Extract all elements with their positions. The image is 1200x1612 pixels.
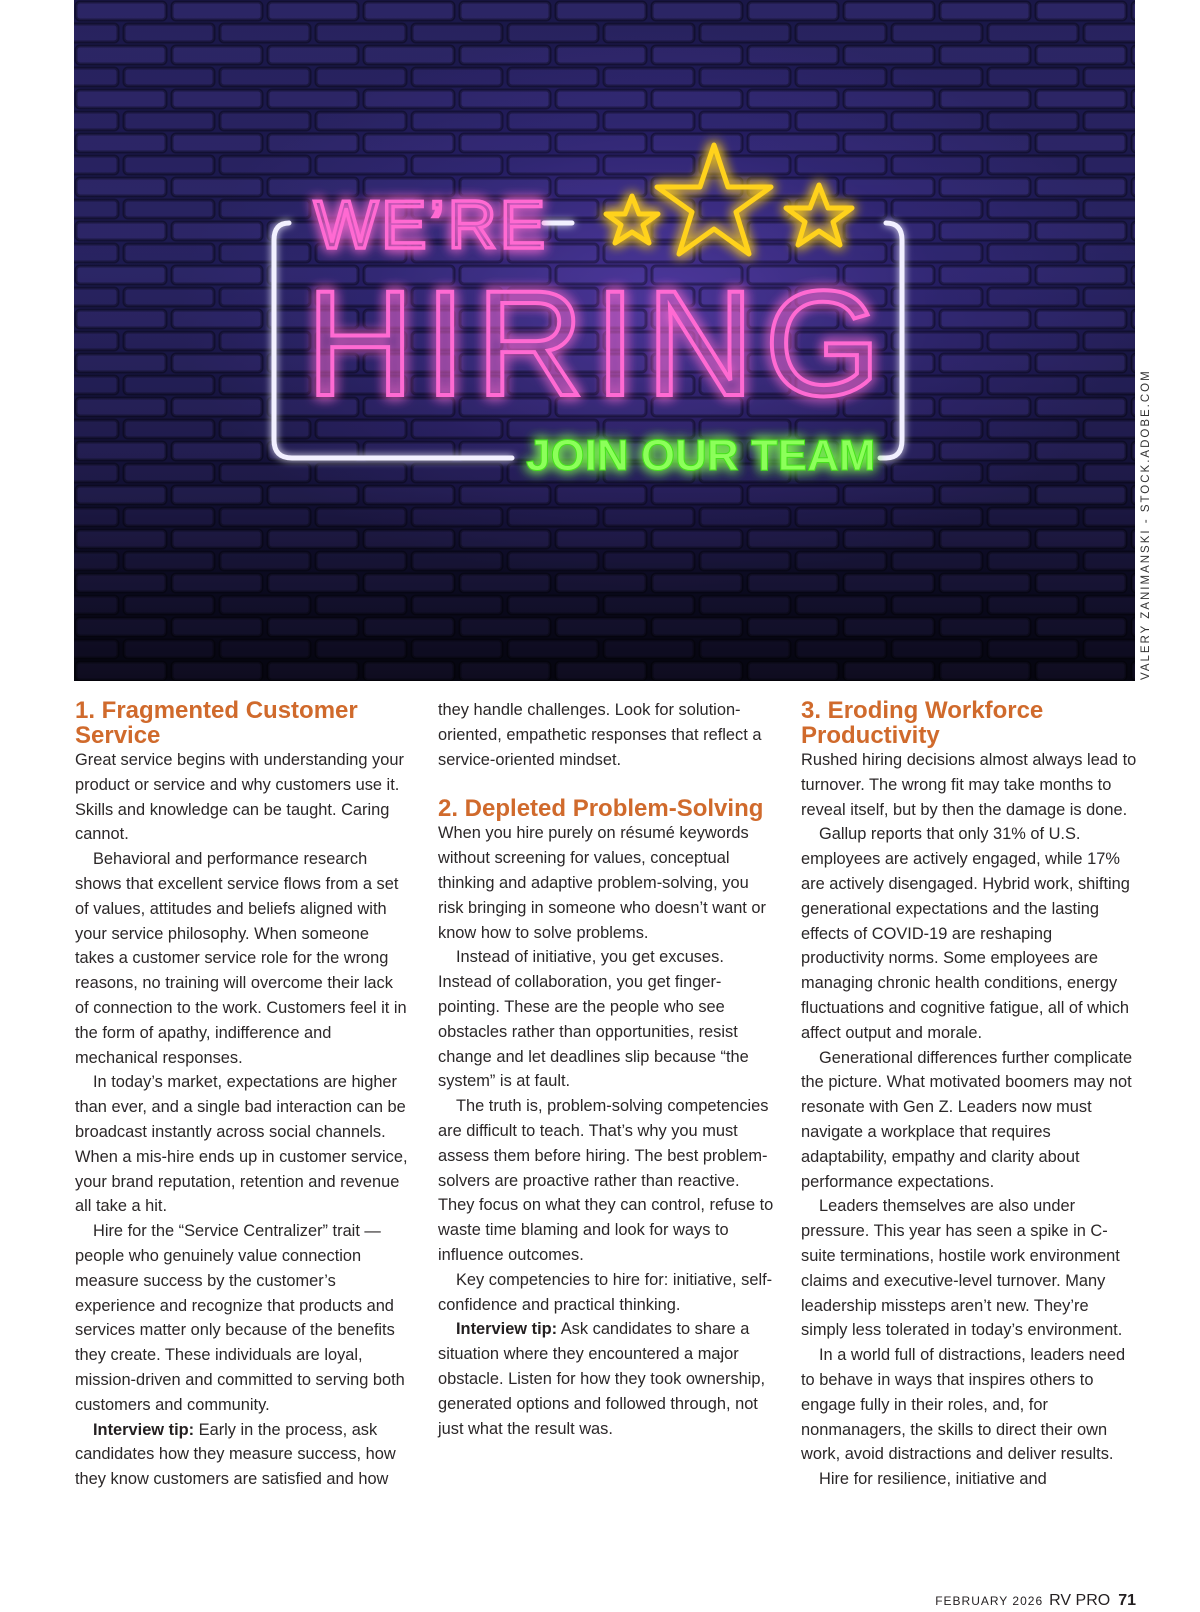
interview-tip-paragraph	[438, 1317, 774, 1441]
section-heading-2: 2. Depleted Problem-Solving	[438, 795, 764, 823]
interview-tip-label: Interview tip:	[456, 1320, 558, 1339]
paragraph: The truth is, problem-solving competencies are difficult to teach. That’s why you must assess them before hiring. The best problem-solvers are proactive rather than reactive. They focus on what they can control, refuse to waste time blaming and look for ways to influence outcomes.	[438, 1097, 774, 1264]
sign-hiring-text: HIRING	[306, 259, 891, 427]
paragraph: Instead of initiative, you get excuses. Instead of collaboration, you get finger-pointing. These are the people who see obstacles rather than opportunities, resist change and let deadlines slip because “the system” is at fault.	[438, 948, 749, 1091]
interview-tip-text: Ask candidates to share a situation where they encountered a major obstacle. Listen for how they took ownership, generated options and followed through, not just what the result was.	[438, 1320, 766, 1438]
photo-credit: VALERY ZANIMANSKI - STOCK.ADOBE.COM	[1140, 369, 1152, 680]
paragraph: Hire for resilience, initiative and	[819, 1470, 1047, 1489]
article-column-3	[801, 698, 1137, 1492]
hero-image	[74, 0, 1135, 681]
issue-date: FEBRUARY 2026	[935, 1594, 1044, 1608]
paragraph: Great service begins with understanding your product or service and why customers use it. Skills and knowledge can be taught. Caring cannot.	[75, 751, 404, 844]
star-icon	[606, 196, 658, 243]
page-footer	[935, 1592, 1136, 1612]
paragraph: When you hire purely on résumé keywords without screening for values, conceptual thinking and adaptive problem-solving, you risk bringing in someone who doesn’t want or know how to solve problems.	[438, 824, 766, 942]
neon-stars	[606, 145, 852, 254]
sign-join-our-team-text: JOIN OUR TEAM	[526, 431, 876, 480]
interview-tip-label: Interview tip:	[93, 1420, 195, 1439]
paragraph: Hire for the “Service Centralizer” trait — people who genuinely value connection measure success by the customer’s experience and recognize that products and services matter only because of the benefits they create. These individuals are loyal, mission-driven and committed to serving both customers and community.	[75, 1222, 405, 1414]
article-column-2	[438, 698, 774, 1441]
magazine-name: RV PRO	[1049, 1592, 1111, 1609]
sign-were-text: WE’RE	[314, 187, 549, 263]
paragraph-continued: they handle challenges. Look for solution-oriented, empathetic responses that reflect a service-oriented mindset.	[438, 701, 762, 769]
paragraph: Leaders themselves are also under pressure. This year has seen a spike in C-suite terminations, hostile work environment claims and executive-level turnover. Many leadership missteps aren’t new. They’re simply less tolerated in today’s environment.	[801, 1197, 1123, 1340]
star-icon	[657, 145, 771, 254]
paragraph: In a world full of distractions, leaders need to behave in ways that inspires others to engage fully in their roles, and, for nonmanagers, the skills to direct their own work, avoid distractions and deliver results.	[801, 1346, 1126, 1464]
section-heading-1: 1. Fragmented Customer Service	[75, 697, 358, 749]
neon-sign	[74, 0, 1135, 681]
paragraph: Generational differences further complicate the picture. What motivated boomers may not resonate with Gen Z. Leaders now must navigate a workplace that requires adaptability, empathy and clarity about performance expectations.	[801, 1048, 1133, 1191]
interview-tip-paragraph	[75, 1418, 411, 1492]
interview-tip-text: Early in the process, ask candidates how they measure success, how they know customers are satisfied and how	[75, 1420, 396, 1489]
page-number: 71	[1118, 1592, 1136, 1609]
article-column-1	[75, 698, 411, 1492]
paragraph: Behavioral and performance research shows that excellent service flows from a set of values, attitudes and beliefs aligned with your service philosophy. When someone takes a customer service role for the wrong reasons, no training will overcome their lack of connection to the work. Customers feel it in the form of apathy, indifference and mechanical responses.	[75, 850, 407, 1067]
paragraph: In today’s market, expectations are higher than ever, and a single bad interaction can be broadcast instantly across social channels. When a mis-hire ends up in customer service, your brand reputation, retention and revenue all take a hit.	[75, 1073, 408, 1216]
section-heading-3: 3. Eroding Workforce Productivity	[801, 697, 1044, 749]
paragraph: Rushed hiring decisions almost always lead to turnover. The wrong fit may take months to reveal itself, but by then the damage is done.	[801, 751, 1137, 819]
paragraph: Gallup reports that only 31% of U.S. employees are actively engaged, while 17% are actively disengaged. Hybrid work, shifting generational expectations and the lasting effects of COVID-19 are reshaping productivity norms. Some employees are managing chronic health conditions, energy fluctuations and cognitive fatigue, all of which affect output and morale.	[801, 825, 1130, 1042]
star-icon	[786, 185, 852, 245]
paragraph: Key competencies to hire for: initiative, self-confidence and practical thinking.	[438, 1270, 773, 1314]
